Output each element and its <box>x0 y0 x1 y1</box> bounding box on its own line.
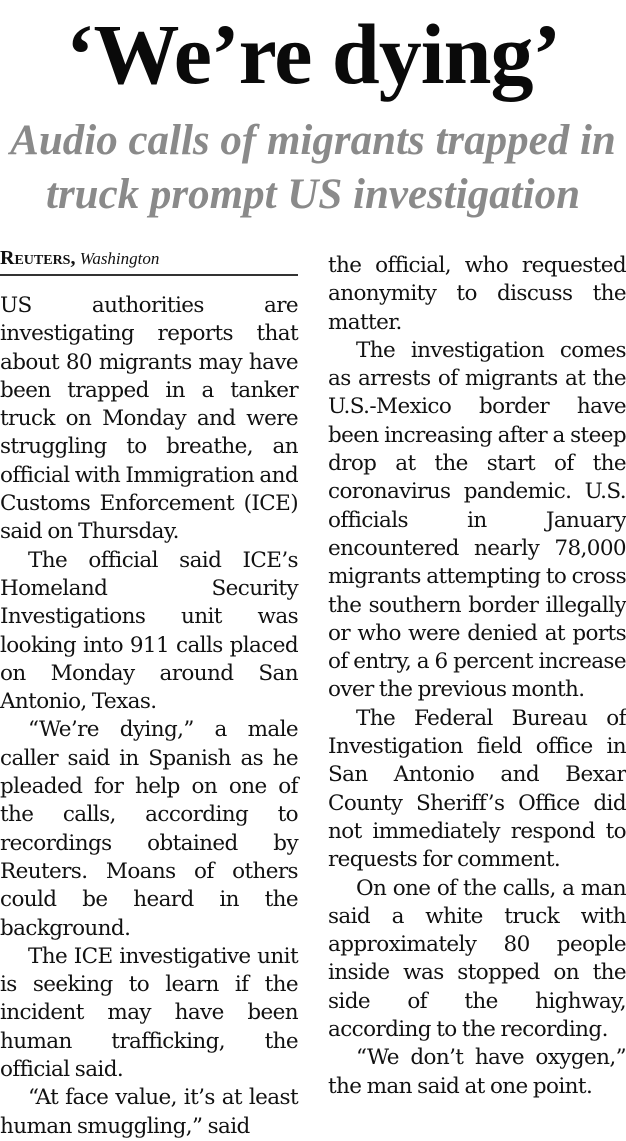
article-paragraph: the official, who requested anonymity to discuss the matter. <box>328 253 626 335</box>
article-paragraph: The investigation comes as arrests of migrants at the U.S.-Mexico border have been increasing after a steep drop at the start of the coronavirus pandemic. U.S. officials in January encountered nearly 78,000 migrants attempting to cross the southern border illegally or who were denied at ports of entry, a 6 percent increase over the previous month. <box>328 337 626 703</box>
headline: ‘We’re dying’ <box>65 6 561 102</box>
byline <box>0 246 298 276</box>
article-paragraph: “We’re dying,” a male caller said in Spanish as he pleaded for help on one of the calls, according to recordings obtained by Reuters. Moans of others could be heard in the background. <box>0 717 298 941</box>
article-column-left <box>0 292 298 1141</box>
byline-agency: Reuters, <box>0 247 76 269</box>
subheadline: Audio calls of migrants trapped in truck prompt US investigation <box>10 117 616 218</box>
article-column-right <box>328 252 626 1101</box>
article-paragraph: The ICE investigative unit is seeking to learn if the incident may have been human trafficking, the official said. <box>0 943 298 1083</box>
article-paragraph: On one of the calls, a man said a white truck with approximately 80 people inside was stopped on the side of the highway, according to the recording. <box>328 875 626 1043</box>
article-paragraph: US authorities are investigating reports that about 80 migrants may have been trapped in a tanker truck on Monday and were struggling to breathe, an official with Immigration and Customs Enforcement (ICE) said on Thursday. <box>0 293 298 545</box>
article-paragraph: “At face value, it’s at least human smuggling,” said <box>0 1085 298 1139</box>
article-paragraph: The Federal Bureau of Investigation field office in San Antonio and Bexar County Sheriff’s Office did not immediately respond to requests for comment. <box>328 705 626 873</box>
article-paragraph: “We don’t have oxygen,” the man said at one point. <box>328 1045 626 1099</box>
article-paragraph: The official said ICE’s Homeland Security Investigations unit was looking into 911 calls placed on Monday around San Antonio, Texas. <box>0 547 298 715</box>
byline-location: Washington <box>79 249 160 268</box>
